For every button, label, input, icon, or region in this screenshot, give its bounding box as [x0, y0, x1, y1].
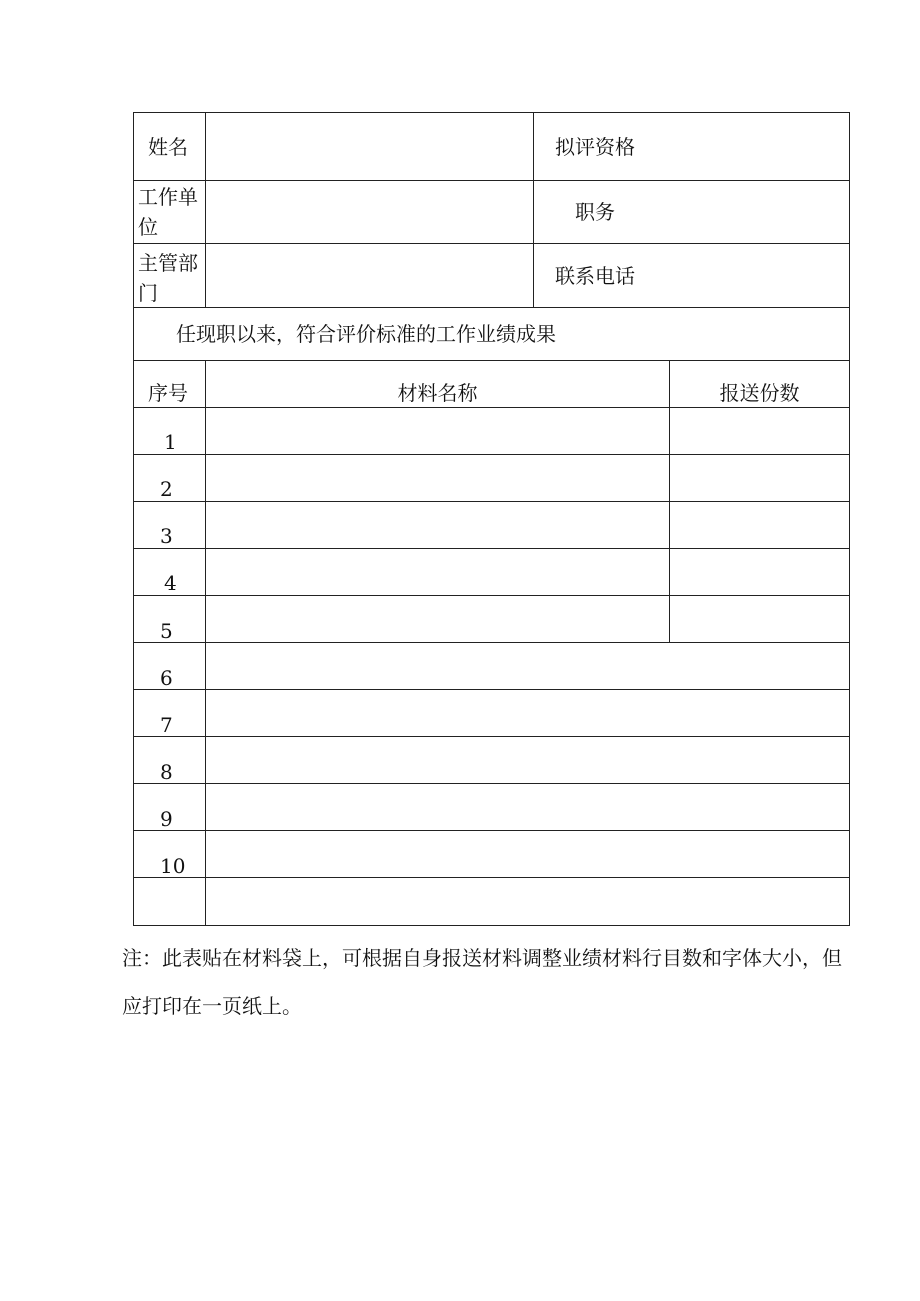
qualification-label: 拟评资格 — [555, 135, 635, 159]
row-divider — [134, 243, 849, 244]
row-number-5: 5 — [160, 619, 173, 643]
row-number-7: 7 — [160, 713, 173, 737]
row-number-2: 2 — [160, 477, 173, 501]
form-note: 注：此表贴在材料袋上，可根据自身报送材料调整业绩材料行目数和字体大小，但应打印在一页纸上。 — [122, 946, 842, 1018]
section-title: 任现职以来，符合评价标准的工作业绩成果 — [176, 322, 556, 346]
name-label: 姓名 — [148, 135, 188, 159]
row-number-1: 1 — [164, 430, 177, 454]
row-number-3: 3 — [160, 524, 173, 548]
row-divider — [134, 307, 849, 308]
row-divider — [134, 642, 849, 643]
row-number-9: 9 — [160, 807, 173, 831]
row-divider — [134, 830, 849, 831]
column-divider — [533, 113, 534, 307]
phone-label: 联系电话 — [555, 264, 635, 288]
row-number-6: 6 — [160, 666, 173, 690]
material-name-header: 材料名称 — [397, 381, 478, 405]
column-divider — [205, 113, 206, 307]
row-divider — [134, 180, 849, 181]
position-label: 职务 — [575, 200, 615, 224]
row-number-8: 8 — [160, 760, 173, 784]
row-divider — [134, 501, 849, 502]
workplace-label: 工作单位 — [138, 185, 198, 239]
serial-number-header: 序号 — [148, 381, 188, 405]
row-divider — [134, 736, 849, 737]
row-divider — [134, 360, 849, 361]
row-divider — [134, 689, 849, 690]
row-number-10: 10 — [160, 854, 186, 878]
row-divider — [134, 877, 849, 878]
copy-count-header: 报送份数 — [719, 381, 800, 405]
department-label: 主管部门 — [138, 251, 198, 305]
row-number-4: 4 — [164, 571, 177, 595]
row-divider — [134, 595, 849, 596]
row-divider — [134, 548, 849, 549]
row-divider — [134, 454, 849, 455]
row-divider — [134, 783, 849, 784]
performance-form-table — [133, 112, 850, 926]
